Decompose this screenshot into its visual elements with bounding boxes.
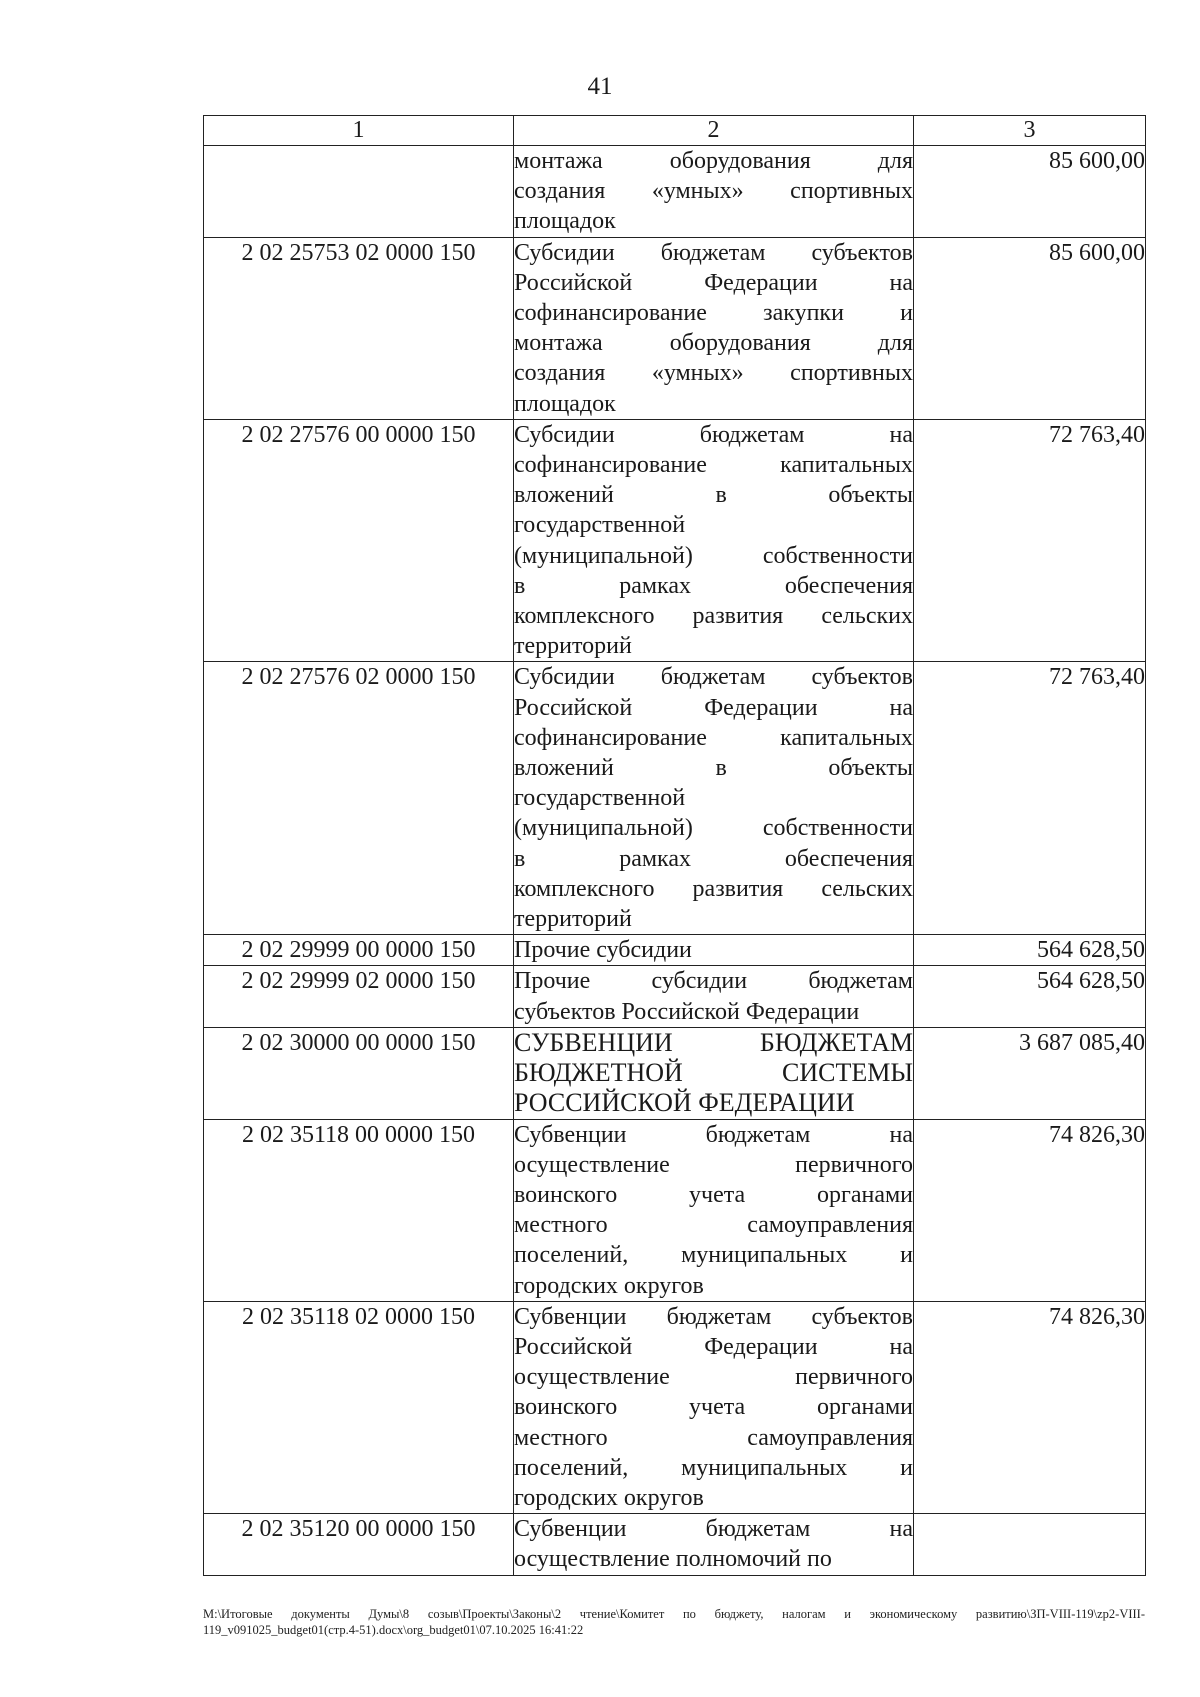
page-number: 41 [587,73,613,100]
description-line: осуществление первичного [514,1151,913,1178]
description-line: комплексного развития сельских [514,603,913,630]
classification-code: 2 02 29999 02 0000 150 [204,966,514,1027]
description-line: площадок [514,390,616,417]
description-line: вложений в объекты [514,482,913,509]
description-line: комплексного развития сельских [514,875,913,902]
income-description [514,146,914,238]
description-line: поселений, муниципальных и [514,1242,913,1269]
description-line: территорий [514,633,632,660]
description-line: софинансирование закупки и [514,300,913,327]
income-description [514,662,914,935]
table-row [204,419,1146,662]
income-description [514,935,914,966]
description-line: СУБВЕНЦИИ БЮДЖЕТАМ [514,1027,913,1057]
classification-code [204,146,514,238]
description-line: создания «умных» спортивных [514,360,913,387]
table-row [204,1301,1146,1513]
amount-value: 564 628,50 [914,935,1146,966]
description-line: монтажа оборудования для [514,148,913,174]
column-header-3: 3 [914,116,1146,146]
description-line: РОССИЙСКОЙ ФЕДЕРАЦИИ [514,1088,855,1118]
table-row [204,935,1146,966]
amount-value [914,1514,1146,1575]
description-line: местного самоуправления [514,1424,913,1451]
file-path-footer: M:\Итоговые документы Думы\8 созыв\Проекты\Законы\2 чтение\Комитет по бюджету, налогам и экономическому развитию\ЗП-VIII-119\zp2-VIII-119_v091025_budget01(стр.4-51).docx\org_budget01\07.10.2025 16:41:22 [203,1607,1145,1637]
description-line: Прочие субсидии бюджетам [514,968,913,995]
table-row [204,1514,1146,1575]
description-line: местного самоуправления [514,1212,913,1239]
table-row [204,1027,1146,1119]
column-header-2: 2 [514,116,914,146]
description-line: Российской Федерации на [514,694,913,721]
description-line: Российской Федерации на [514,269,913,296]
description-line: софинансирование капитальных [514,452,913,479]
amount-value: 3 687 085,40 [914,1027,1146,1119]
description-line: городских округов [514,1272,704,1299]
classification-code: 2 02 35118 00 0000 150 [204,1119,514,1301]
amount-value: 72 763,40 [914,662,1146,935]
description-line: воинского учета органами [514,1394,913,1421]
description-line: Российской Федерации на [514,1333,913,1360]
income-description [514,237,914,419]
description-line: осуществление полномочий по [514,1546,832,1573]
table-header-row [204,116,1146,146]
table-row [204,237,1146,419]
column-header-1: 1 [204,116,514,146]
description-line: Прочие субсидии [514,937,692,964]
table-row [204,146,1146,238]
classification-code: 2 02 27576 02 0000 150 [204,662,514,935]
income-description [514,1301,914,1513]
description-line: субъектов Российской Федерации [514,998,860,1025]
description-line: в рамках обеспечения [514,572,913,599]
description-line: осуществление первичного [514,1364,913,1391]
income-description [514,1514,914,1575]
description-line: Субсидии бюджетам на [514,421,913,448]
income-description [514,1119,914,1301]
description-line: Субсидии бюджетам субъектов [514,239,913,266]
description-line: государственной [514,785,686,812]
income-description [514,1027,914,1119]
classification-code: 2 02 35118 02 0000 150 [204,1301,514,1513]
description-line: монтажа оборудования для [514,330,913,357]
table-body [204,146,1146,1576]
table-row [204,662,1146,935]
description-line: площадок [514,208,616,235]
description-line: Субвенции бюджетам субъектов [514,1303,913,1330]
amount-value: 564 628,50 [914,966,1146,1027]
classification-code: 2 02 30000 00 0000 150 [204,1027,514,1119]
description-line: Субсидии бюджетам субъектов [514,664,913,691]
description-line: Субвенции бюджетам на [514,1516,913,1543]
classification-code: 2 02 27576 00 0000 150 [204,419,514,662]
amount-value: 74 826,30 [914,1301,1146,1513]
description-line: софинансирование капитальных [514,724,913,751]
amount-value: 85 600,00 [914,146,1146,238]
budget-table [203,115,1146,1576]
amount-value: 72 763,40 [914,419,1146,662]
description-line: (муниципальной) собственности [514,815,913,842]
table-row [204,1119,1146,1301]
description-line: (муниципальной) собственности [514,542,913,569]
description-line: поселений, муниципальных и [514,1454,913,1481]
income-description [514,419,914,662]
description-line: БЮДЖЕТНОЙ СИСТЕМЫ [514,1058,913,1088]
classification-code: 2 02 25753 02 0000 150 [204,237,514,419]
description-line: Субвенции бюджетам на [514,1121,913,1148]
income-description [514,966,914,1027]
amount-value: 74 826,30 [914,1119,1146,1301]
description-line: государственной [514,512,686,539]
description-line: создания «умных» спортивных [514,178,913,205]
classification-code: 2 02 35120 00 0000 150 [204,1514,514,1575]
classification-code: 2 02 29999 00 0000 150 [204,935,514,966]
description-line: в рамках обеспечения [514,845,913,872]
table-row [204,966,1146,1027]
description-line: территорий [514,906,632,933]
description-line: городских округов [514,1484,704,1511]
description-line: воинского учета органами [514,1181,913,1208]
description-line: вложений в объекты [514,755,913,782]
amount-value: 85 600,00 [914,237,1146,419]
